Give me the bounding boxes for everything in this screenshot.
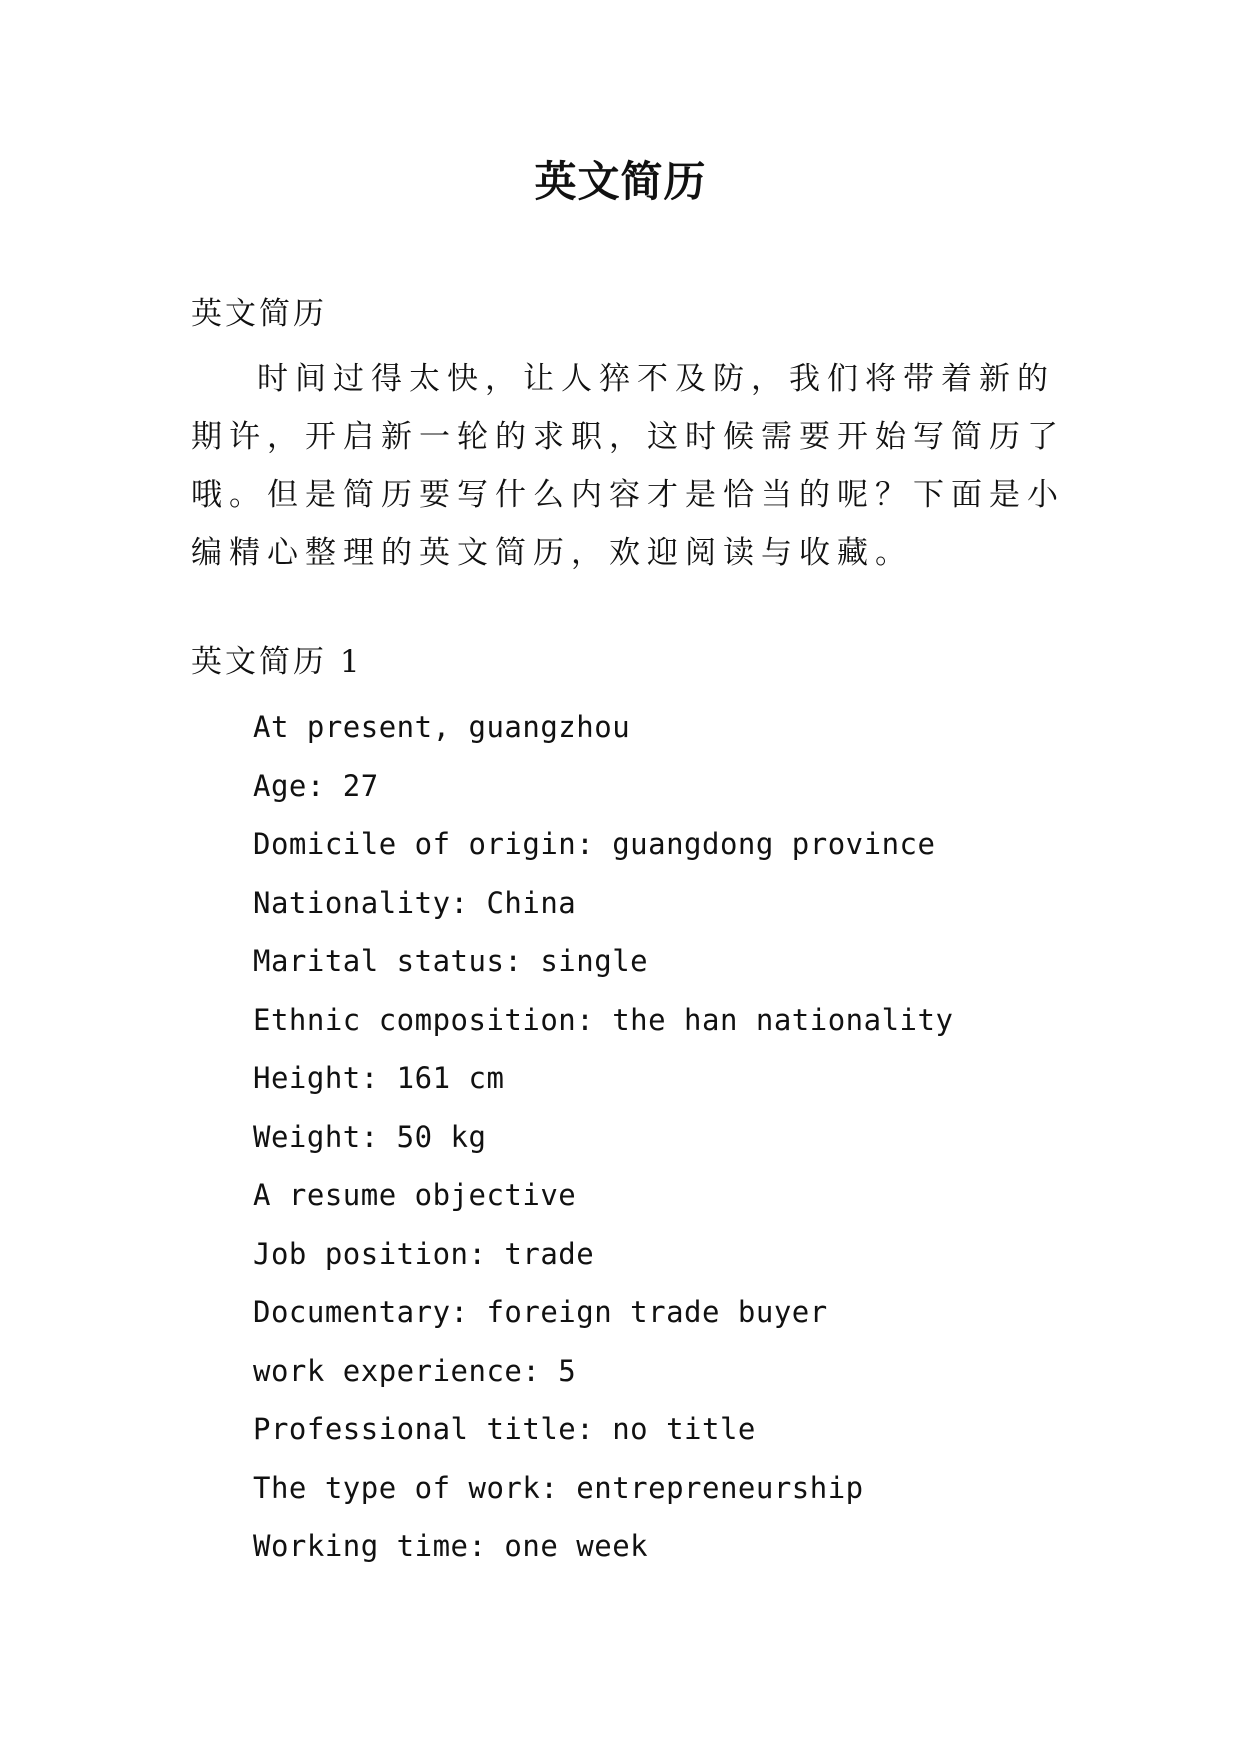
resume-heading: 英文简历 1 <box>191 644 363 680</box>
list-item: Working time: one week <box>253 1529 649 1563</box>
list-item: At present, guangzhou <box>253 710 631 744</box>
list-item: Ethnic composition: the han nationality <box>253 1002 954 1037</box>
document-title: 英文简历 <box>534 157 707 206</box>
list-item: Age: 27 <box>253 768 379 803</box>
list-item: work experience: 5 <box>253 1353 577 1388</box>
list-item: Domicile of origin: guangdong province <box>253 827 936 861</box>
section-heading: 英文简历 <box>191 296 327 332</box>
intro-paragraph: 时间过得太快，让人猝不及防，我们将带着新的期许，开启新一轮的求职，这时候需要开始写简历了哦。但是简历要写什么内容才是恰当的呢？下面是小编精心整理的英文简历，欢迎阅读与收藏。 <box>191 361 1065 571</box>
resume-info-list <box>253 698 953 1576</box>
list-item: Professional title: no title <box>253 1412 756 1446</box>
list-item: The type of work: entrepreneurship <box>253 1470 864 1505</box>
list-item: Weight: 50 kg <box>253 1119 487 1154</box>
list-item: Nationality: China <box>253 885 577 920</box>
list-item: Height: 161 cm <box>253 1061 505 1095</box>
list-item: A resume objective <box>253 1178 577 1212</box>
list-item: Job position: trade <box>253 1236 595 1271</box>
list-item: Documentary: foreign trade buyer <box>253 1295 828 1329</box>
list-item: Marital status: single <box>253 944 649 978</box>
